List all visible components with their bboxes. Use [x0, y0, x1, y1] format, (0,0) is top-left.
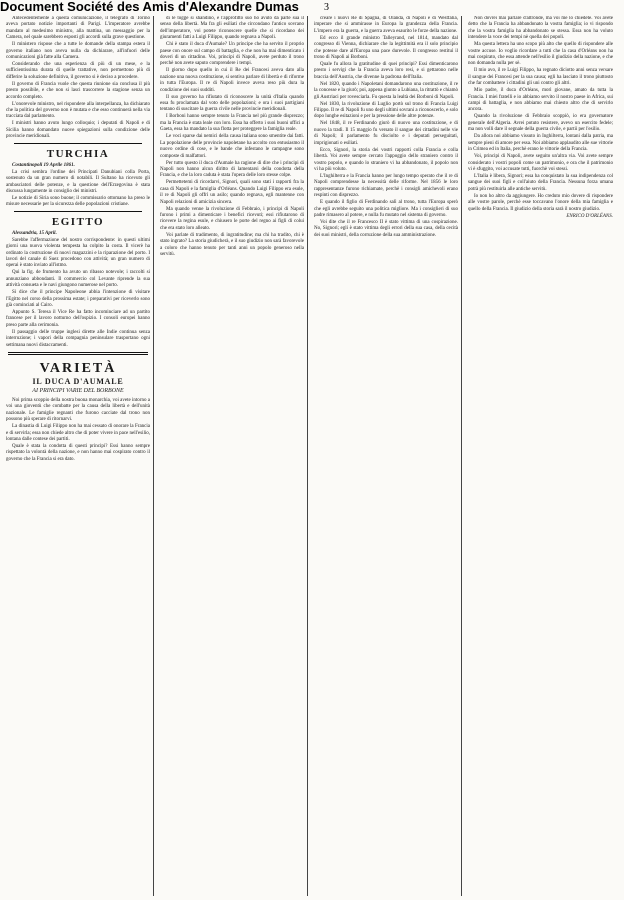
paragraph: Non dovrei mai parlare d'altronde, ma voi me lo chiedete. Voi avete detto che la Francia ha abbandonato la vostra famiglia; io vi rispondo che la vostra famiglia ha abbandonato se stessa. Essa non ha voluto intendere la voce dei tempi nè quella dei popoli. — [468, 16, 613, 41]
paragraph: Permettetemi di ricordarvi, Signori, quali sono stati i rapporti fra la casa di Napoli e la famiglia d'Orléans. Quando Luigi Filippo era esule, il re di Napoli gli offrì un asilo; quando regnava, egli mantenne con Napoli relazioni di amicizia sincera. — [160, 180, 304, 205]
section-title-varieta: VARIETÀ — [39, 361, 117, 376]
paragraph: E quando il figlio di Ferdinando salì al trono, tutta l'Europa sperò che egli avrebbe seguito una politica migliore. Ma i consiglieri di suo padre rimasero al potere, e nulla fu mutato nel sistema di governo. — [314, 200, 458, 218]
paragraph: Qui la fig. de frumento ha avuto un ribasso notevole; i raccolti si annunziano abbondanti. Il commercio col Levante riprende la sua attività consueta e le navi giungono numerose nel porto. — [6, 270, 150, 289]
paragraph: Appunto S. Teresa il Vice Re ha fatto incominciare ad un partito francese per il lavoro notturno dell'ospizio. I consoli europei hanno preso parte alla cerimonia. — [6, 309, 150, 328]
paragraph: creare i nuovi Re di Spagna, di Olanda, di Napoli e di Westfalia, imperare che si ammirasse in Europa la grandezza della Francia. L'impero era la guerra, e la guerra aveva esaurito le forze della nazione. — [314, 16, 458, 34]
paragraph: L'Italia è libera, Signori; essa ha conquistato la sua indipendenza col sangue dei suoi figli e coll'aiuto della Francia. Nessuna forza umana potrà più restituirla alle antiche servitù. — [468, 173, 613, 192]
paragraph: Quale fu allora la gratitudine di quei principi? Essi dimenticarono presto i servigi che la Francia aveva loro resi, e si gettarono nelle braccia dell'Austria, che divenne la padrona dell'Italia. — [314, 62, 458, 80]
paragraph: Nel 1820, quando i Napoletani domandarono una costituzione, il re la concesse e la giurò; poi, appena giunto a Lubiana, la ritrattò e chiamò gli Austriaci per rovesciarla. Fu questa la lealtà dei Borboni di Napoli. — [314, 81, 458, 100]
paragraph: La crisi sembra l'ordine dei Principati Danubiani colla Porta, sostenuto da un gran numero di notabili. Il Sultano ha ricevuto gli ambasciatori delle potenze, e la questione dell'Erzegovina è stata discussa lungamente in consiglio dei ministri. — [6, 169, 150, 194]
section-divider — [14, 211, 142, 212]
paragraph: di le togge si shandino, e l'approfitto suo ho avuto da parte sua il senso della libertà. Ma fra gli esiliati che circondano l'antico sovrano dell'imperatore, voi potete riconoscere quelle che si ricordano dei giuramenti fatti a Luigi Filippo, quando regnava a Napoli. — [160, 16, 304, 41]
paragraph: Il mio avo, il re Luigi Filippo, ha regnato diciotto anni senza versare il sangue dei Francesi per la sua causa; egli ha lasciato il trono piuttosto che far combattere i cittadini gli uni contro gli altri. — [468, 68, 613, 87]
paragraph: Quale è stata la condotta di questi principi? Essi hanno sempre rispettato la volontà della nazione, e non hanno mai cospirato contro il governo che la Francia si era dato. — [6, 444, 150, 462]
paragraph: Mio padre, il duca d'Orléans, morì giovane, amato da tutta la Francia. I miei fratelli e io abbiamo servito il nostro paese in Africa, sui campi di battaglia, e non abbiamo mai chiesto altro che di servirlo ancora. — [468, 88, 613, 113]
paragraph: L'Inghilterra e la Francia hanno per lungo tempo sperato che il re di Napoli comprendesse la necessità delle riforme. Nel 1856 le loro rappresentanze furono richiamate, perchè i consigli amichevoli erano respinti con disprezzo. — [314, 173, 458, 199]
paragraph: Si dice che il principe Napoleone abbia l'intenzione di visitare l'Egitto nel corso della prossima estate; i preparativi per riceverlo sono già cominciati al Cairo. — [6, 290, 150, 308]
paragraph: Antecedentemente a questa comunicazione, il telegrafo di Torino aveva portato notizie importanti di Parigi. L'imperatore avrebbe mandato al medesimo ministro, alla mattina, un messaggio per la Camera, nel quale sarebbero esposti gli accordi sulla grave questione. — [6, 16, 150, 41]
paragraph: Voi, principi di Napoli, avete seguito un'altra via. Voi avete sempre considerato i vostri popoli come un patrimonio, e ora che il patrimonio vi è sfuggito, voi accusate tutti, fuorchè voi stessi. — [468, 154, 613, 172]
section-double-rule — [8, 352, 148, 355]
dateline: Costantinopoli 19 Aprile 1861. — [12, 162, 75, 168]
column-4 — [468, 16, 616, 896]
paragraph: Ma quando venne la rivoluzione di Febbraio, i principi di Napoli furono i primi a dimenticare i benefici ricevuti; essi rifiutarono di ricevere la regina esule, e chiusero le porte del regno ai figli di colui che era stato loro alleato. — [160, 206, 304, 231]
paragraph: Noi prima scoppio della nostra buona monarchia, voi avete intorno a voi una gioventù che combatte per la causa della libertà e dell'unità nazionale. Le famiglie regnanti che furono cacciate dal trono non possono più sperare di ritornarvi. — [6, 398, 150, 423]
paragraph: Ed ecco il grande ministro Talleyrand, nel 1814, mandato dal congresso di Vienna, dichiarare che la legittimità era il solo principio che potesse dare all'Europa una pace durevole. Il congresso restituì il trono di Napoli ai Borboni. — [314, 35, 458, 61]
paragraph: Da allora noi abbiamo vissuto in Inghilterra, lontani dalla patria, ma sempre pieni di amore per essa. Noi abbiamo applaudito alle sue vittorie in Crimea ed in Italia, perchè erano le vittorie della Francia. — [468, 134, 613, 153]
paragraph: Nel 1830, la rivoluzione di Luglio portò sul trono di Francia Luigi Filippo. Il re di Napoli fu uno degli ultimi sovrani a riconoscerlo, e solo dopo lunghe esitazioni e per la pressione delle altre potenze. — [314, 101, 458, 120]
paragraph: Voi parlate di tradimento, di ingratitudine; ma chi ha tradito, chi è stato ingrato? La storia giudicherà, e il suo giudizio non sarà favorevole a coloro che hanno tenuto per tanti anni un popolo generoso nella servitù. — [160, 232, 304, 257]
paragraph: Le voci sparse dai nemici della causa italiana sono smentite dai fatti. La popolazione delle provincie napoletane ha accolto con entusiasmo il nuovo ordine di cose, e le bande che infestano le campagne sono composte di malfattori. — [160, 134, 304, 159]
paragraph: I ministri hanno avuto lungo colloquio; i deputati di Napoli e di Sicilia hanno domandato nuove spiegazioni sulla condizione delle provincie meridionali. — [6, 121, 150, 140]
section-divider — [14, 143, 142, 144]
paragraph: I Borboni hanno sempre tenuto la Francia nel più grande disprezzo; ma la Francia è stata leale con loro. Essa ha offerto i suoi buoni uffici a Gaeta, essa ha mandato la sua flotta per proteggere la famiglia reale. — [160, 114, 304, 133]
paragraph: Per tutto questo il duca d'Aumale ha ragione di dire che i principi di Napoli non hanno alcun diritto di lamentarsi della condotta della Francia, e che la loro caduta è stata l'opera delle loro stesse colpe. — [160, 160, 304, 179]
paragraph: Considerando che una esperienza di più di un mese, e la sufficientissima durata di quelle trattative, non permettono più di differire la soluzione definitiva, il governo si è deciso a procedere. — [6, 62, 150, 80]
paragraph: Il suo governo ha rifiutato di riconoscere la unità d'Italia quando essa fu proclamata dal voto delle popolazioni; e ora i suoi partigiani tentano di suscitare la guerra civile nelle provincie meridionali. — [160, 94, 304, 113]
page-number: 3 — [324, 2, 329, 13]
paragraph: Le notizie di Siria sono buone; il commissario ottomano ha preso le misure necessarie per la sicurezza delle popolazioni cristiane. — [6, 195, 150, 208]
paragraph: Io non ho altro da aggiungere. Ho creduto mio dovere di rispondere alle vostre parole, perchè esse toccavano l'onore della mia famiglia e quello della Francia. Il giudizio della storia sarà il nostro giudizio. — [468, 193, 613, 212]
dateline: Alessandria, 15 April. — [12, 230, 57, 236]
column-1-intro — [6, 16, 150, 141]
paragraph: Ecco, Signori, la storia dei vostri rapporti colla Francia e colla libertà. Voi avete sempre cercato l'appoggio dello straniero contro il vostro popolo, e quando lo straniero vi ha abbandonato, il popolo non vi ha più voluto. — [314, 147, 458, 172]
paragraph: L'onorevole ministro, nel rispondere alla interpellanza, ha dichiarato che la politica del governo non è mutata e che esso continuerà nella via tracciata dal parlamento. — [6, 101, 150, 120]
article-subtitle: AI PRINCIPI VARIE DEL BORBONE — [32, 388, 124, 394]
section-title-turchia: TURCHIA — [46, 147, 110, 160]
column-2 — [160, 16, 308, 896]
paragraph: Ma questa lettera ha uno scopo più alto che quello di rispondere alle vostre accuse. Io voglio ricordare a tutti che la casa d'Orléans non ha mai cospirato, che essa attende nell'esilio il giudizio della nazione, e che non domanda nulla per sè. — [468, 42, 613, 67]
column-3 — [314, 16, 462, 896]
paragraph: Il governo di Francia vuole che questa riunione sia conclusa il più presto possibile, e che non si lasci trascorrere la stagione senza un accordo completo. — [6, 81, 150, 100]
paragraph: Il giorno dopo quello in cui il Re dei Francesi aveva dato alla nazione una nuova costituzione, si sentiva parlare di libertà e di riforme in tutta l'Europa. Il re di Napoli invece aveva reso più dura la condizione dei suoi sudditi. — [160, 68, 304, 93]
section-title-egitto: EGITTO — [51, 215, 105, 228]
document-banner: Document Société des Amis d'Alexandre Dumas — [0, 0, 299, 14]
paragraph: Sarebbe l'affermazione del nostro corrispondente: in questi ultimi giorni una nuova violenta tempesta ha colpito la costa. Il vicerè ha ordinato la costruzione di nuovi magazzini e la riparazione del porto. I lavori del canale di Suez procedono con attività; un gran numero di operai è stato inviato all'istmo. — [6, 237, 150, 269]
article-signature: ENRICO D'ORLÉANS. — [566, 213, 613, 219]
paragraph: Il ministero rispose che a tutte le domande della stampa estera il governo italiano non aveva nulla da dichiarare, all'infuori delle comunicazioni già fatte alla Camera. — [6, 42, 150, 61]
paragraph: Nel 1848, il re Ferdinando giurò di nuovo una costituzione, e di nuovo la tradì. Il 15 maggio fu versato il sangue dei cittadini nelle vie di Napoli; il parlamento fu disciolto e i deputati perseguitati, imprigionati o esiliati. — [314, 121, 458, 146]
text-columns — [6, 16, 618, 896]
paragraph: Il passaggio delle truppe inglesi dirette alle Indie continua senza interruzione; i vapori della compagnia peninsulare trasportano ogni settimana nuovi distaccamenti. — [6, 329, 150, 348]
paragraph: Voi dite che il re Francesco II è stato vittima di una cospirazione. No, Signori; egli è stato vittima degli errori della sua casa, della cecità dei suoi ministri, della corruzione della sua amministrazione. — [314, 219, 458, 238]
paragraph: Chi è stato il duca d'Aumale? Un principe che ha servito il proprio paese con onore sul campo di battaglia, e che non ha mai dimenticato i doveri di un cittadino. Voi, principi di Napoli, avete perduto il trono perchè non avete saputo comprendere i tempi. — [160, 42, 304, 67]
column-1 — [6, 16, 154, 896]
paragraph: La dinastia di Luigi Filippo non ha mai cessato di onorare la Francia e di servirla; essa non chiede altro che di poter vivere in pace nell'esilio, lontana dalle contese dei partiti. — [6, 424, 150, 443]
article-title: IL DUCA D'AUMALE — [32, 377, 124, 386]
paragraph: Quando la rivoluzione di Febbraio scoppiò, io era governatore generale dell'Algeria. Avrei potuto resistere, avevo un esercito fedele; ma non volli dare il segnale della guerra civile, e partii per l'esilio. — [468, 114, 613, 133]
